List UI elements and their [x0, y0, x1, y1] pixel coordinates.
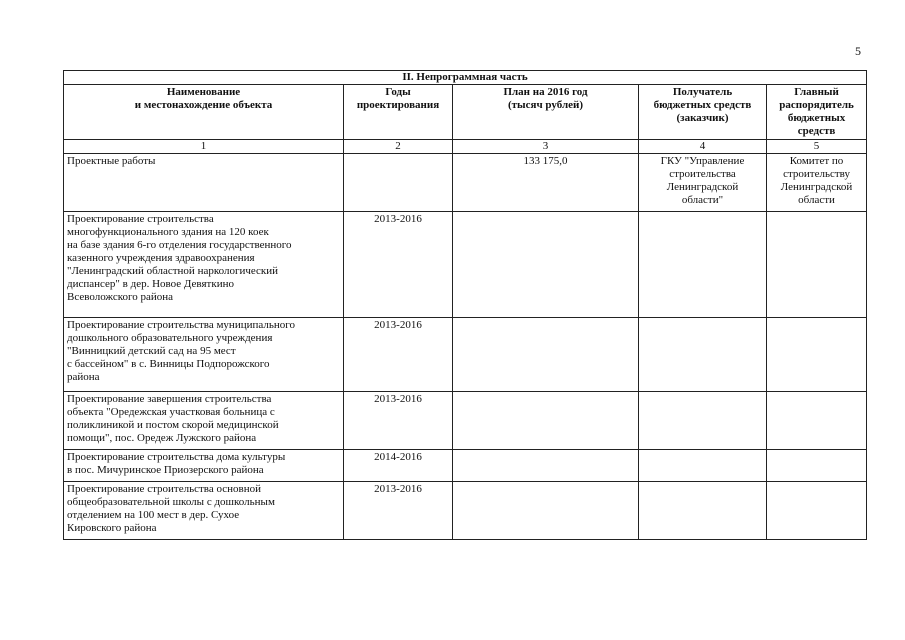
design-years — [344, 154, 453, 212]
object-name: Проектирование строительства многофункционального здания на 120 коек на базе здания 6-го отделения государственного казенного учреждения здравоохранения "Ленинградский областной наркологический диспансер" в дер. Новое Девяткино Всеволожского района — [64, 212, 344, 318]
budget-recipient — [639, 450, 767, 482]
budget-recipient: ГКУ "Управление строительства Ленинградской области" — [639, 154, 767, 212]
plan-amount — [453, 482, 639, 540]
column-number: 2 — [344, 140, 453, 154]
object-name: Проектирование завершения строительства объекта "Оредежская участковая больница с поликлиникой и постом скорой медицинской помощи", пос. Оредеж Лужского района — [64, 392, 344, 450]
plan-amount — [453, 450, 639, 482]
table-row — [64, 212, 867, 318]
budget-manager — [767, 392, 867, 450]
table-row — [64, 154, 867, 212]
table-row — [64, 392, 867, 450]
table-row — [64, 450, 867, 482]
budget-recipient — [639, 212, 767, 318]
plan-amount: 133 175,0 — [453, 154, 639, 212]
plan-amount — [453, 212, 639, 318]
object-name: Проектирование строительства основной общеобразовательной школы с дошкольным отделением на 100 мест в дер. Сухое Кировского района — [64, 482, 344, 540]
budget-manager — [767, 482, 867, 540]
budget-manager: Комитет по строительству Ленинградской области — [767, 154, 867, 212]
column-numbers-row — [64, 140, 867, 154]
header-name: Наименование и местонахождение объекта — [64, 85, 344, 140]
section-title-row — [64, 71, 867, 85]
budget-table — [63, 70, 867, 540]
object-name: Проектные работы — [64, 154, 344, 212]
object-name: Проектирование строительства дома культуры в пос. Мичуринское Приозерского района — [64, 450, 344, 482]
budget-recipient — [639, 482, 767, 540]
column-number: 3 — [453, 140, 639, 154]
plan-amount — [453, 318, 639, 392]
plan-amount — [453, 392, 639, 450]
header-row — [64, 85, 867, 140]
column-number: 5 — [767, 140, 867, 154]
budget-manager — [767, 318, 867, 392]
budget-manager — [767, 450, 867, 482]
header-plan: План на 2016 год (тысяч рублей) — [453, 85, 639, 140]
budget-manager — [767, 212, 867, 318]
design-years: 2013-2016 — [344, 482, 453, 540]
design-years: 2014-2016 — [344, 450, 453, 482]
header-recipient: Получатель бюджетных средств (заказчик) — [639, 85, 767, 140]
header-manager: Главный распорядитель бюджетных средств — [767, 85, 867, 140]
design-years: 2013-2016 — [344, 392, 453, 450]
header-years: Годы проектирования — [344, 85, 453, 140]
design-years: 2013-2016 — [344, 212, 453, 318]
column-number: 4 — [639, 140, 767, 154]
budget-recipient — [639, 392, 767, 450]
section-title: II. Непрограммная часть — [64, 71, 867, 85]
table-row — [64, 482, 867, 540]
table-row — [64, 318, 867, 392]
column-number: 1 — [64, 140, 344, 154]
page-number: 5 — [855, 44, 861, 58]
design-years: 2013-2016 — [344, 318, 453, 392]
object-name: Проектирование строительства муниципального дошкольного образовательного учреждения "Винницкий детский сад на 95 мест с бассейном" в с. Винницы Подпорожского района — [64, 318, 344, 392]
budget-recipient — [639, 318, 767, 392]
